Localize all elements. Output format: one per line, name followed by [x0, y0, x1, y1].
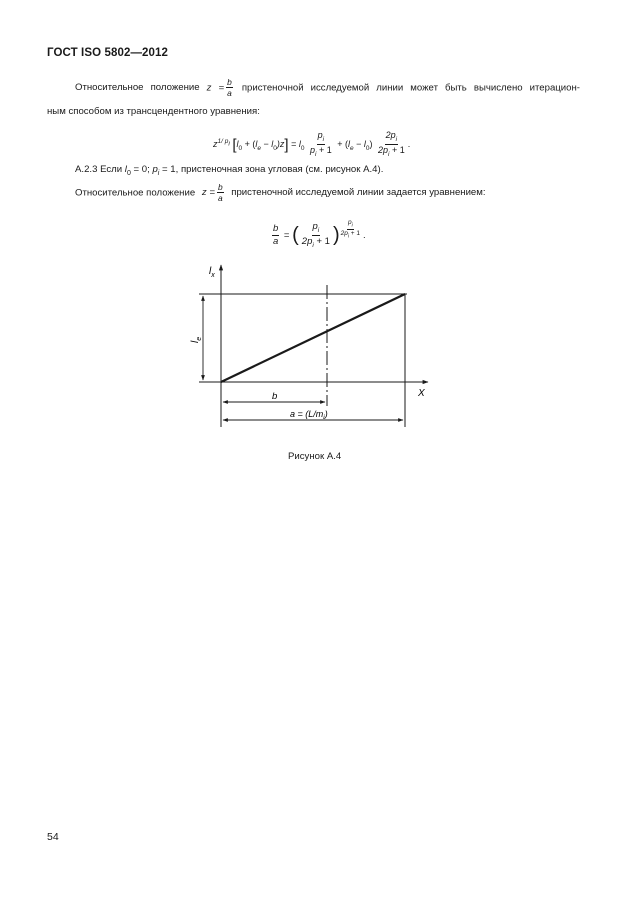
fraction-2pi-over-2pi-plus-1: $\frac{2p_i}{2p_i + 1}$	[378, 130, 405, 159]
y-axis-label: $l_x$	[209, 266, 215, 279]
fraction-pi-over-pi-plus-1: $\frac{p_i}{p_i + 1}$	[309, 130, 332, 159]
diagonal-line	[221, 294, 405, 382]
paragraph-relative-position-2: Относительное положение z = $\frac{b}{a}$ пристеночной исследуемой линии задается уравнением:	[75, 182, 486, 204]
le-label: $l_e$	[190, 336, 203, 343]
fraction-b-over-a-2: $\frac{b}{a}$	[217, 182, 223, 204]
document-header: ГОСТ ISO 5802—2012	[47, 47, 169, 59]
figure-caption: Рисунок А.4	[288, 451, 342, 462]
transcendental-equation: $z^{1/ p_i}$ $[l_0 + (l_e - l_0)z] = l_0$ $\frac{p_i}{p_i + 1}$ + $(l_e - l_0)$ $\frac{2p_i}{2p_i + 1}$ .	[213, 130, 411, 159]
page-number: 54	[47, 831, 59, 843]
z-equals: z =	[206, 82, 225, 94]
paragraph-relative-position-1: Относительное положение z = $\frac{b}{a}$ пристеночной исследуемой линии может быть вычислено итерацион-	[75, 77, 580, 99]
fraction-b-over-a: $\frac{b}{a}$	[227, 77, 232, 99]
x-axis-label: X	[418, 388, 425, 399]
ratio-equation: $\frac{b}{a}$ = ( $\frac{p_i}{2p_i + 1}$ ) $\frac{p_i}{2p_i + 1}$ .	[273, 219, 366, 249]
b-label: b	[272, 391, 278, 402]
section-a23-text: А.2.3 Если $l_0 = 0$; $p_i = 1$, пристеночная зона угловая (см. рисунок А.4).	[75, 164, 384, 177]
paragraph-relative-position-1-line2: ным способом из трансцендентного уравнения:	[47, 106, 260, 117]
a-label: $a = (L/m_i)$	[290, 409, 328, 421]
